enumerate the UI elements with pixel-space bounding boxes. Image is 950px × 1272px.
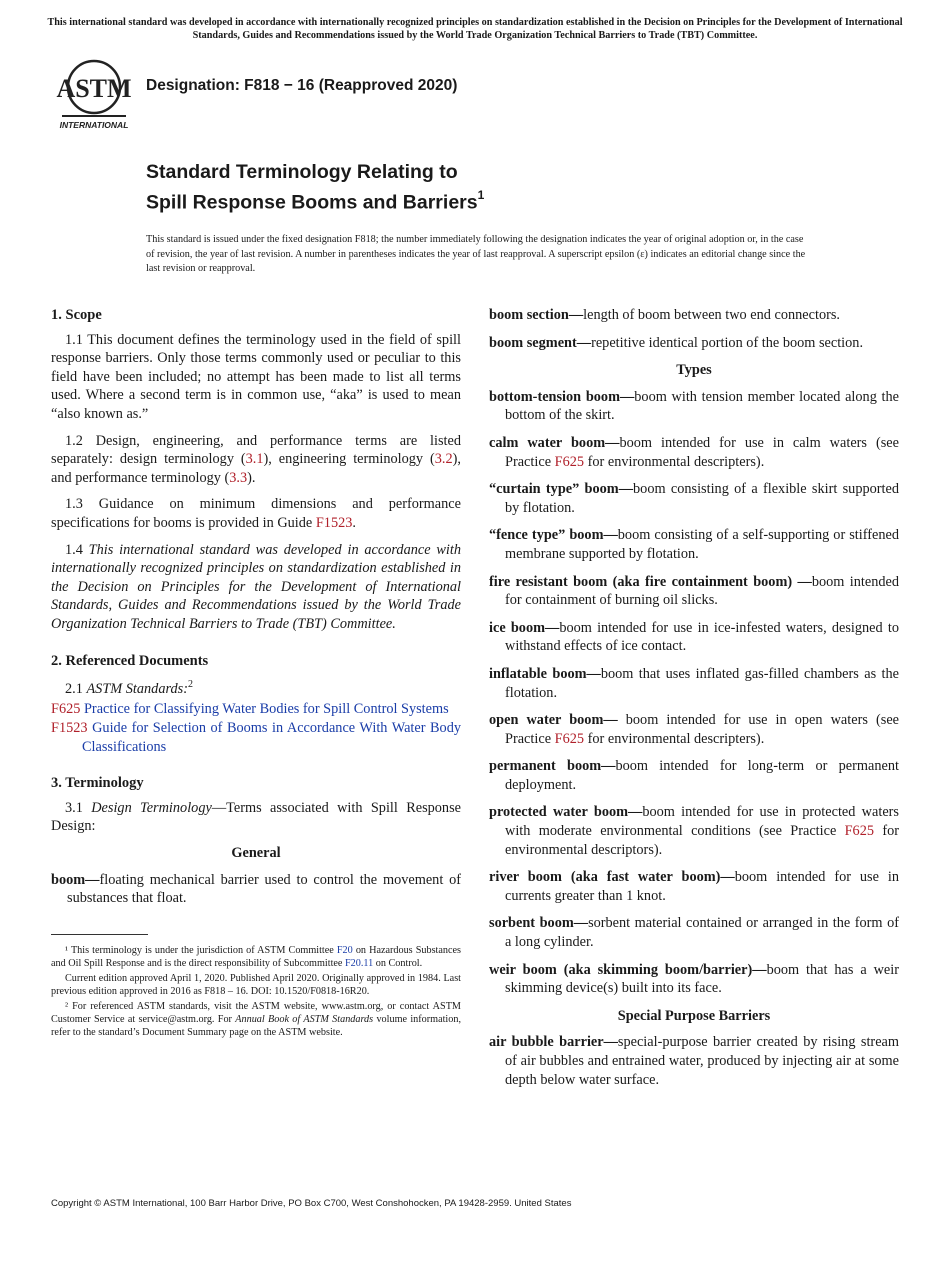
designation: Designation: F818 − 16 (Reapproved 2020) [146, 77, 458, 94]
design-terminology: 3.1 Design Terminology—Terms associated with Spill Response Design: [51, 799, 461, 835]
title-footnote-marker: 1 [477, 188, 485, 202]
term-type-6: inflatable boom—boom that uses inflated gas-filled chambers as the flotation. [489, 665, 899, 701]
link-3-1[interactable]: 3.1 [245, 451, 264, 468]
scope-1-2: 1.2 Design, engineering, and performance terms are listed separately: design terminology (3.1), engineering terminology (3.2), and performance terminology (3.3). [51, 432, 461, 486]
footnote-2: ² For referenced ASTM standards, visit the ASTM website, www.astm.org, or contact ASTM Customer Service at service@astm.org. For Annual Book of ASTM Standards volume information, refer to the standard’s Document Summary page on the ASTM website. [51, 1000, 461, 1038]
link-3-3[interactable]: 3.3 [229, 469, 248, 486]
page-title [146, 160, 484, 216]
footnote-rule [51, 934, 148, 935]
link-f20[interactable]: F20 [336, 944, 353, 956]
general-heading: General [231, 845, 281, 862]
referenced-heading: 2. Referenced Documents [51, 652, 209, 669]
top-notice: This international standard was developed in accordance with internationally recognized principles on standardization established in the Decision on Principles for the Development of International Standards, Guides and Recommendations issued by the World Trade Organization Technical Barriers to Trade (TBT) Committee. [47, 17, 903, 41]
link-f625[interactable]: F625 [554, 453, 585, 470]
link-3-2[interactable]: 3.2 [434, 451, 453, 468]
term-type-11: sorbent boom—sorbent material contained or arranged in the form of a long cylinder. [489, 915, 899, 951]
term-air-bubble-barrier: air bubble barrier—special-purpose barrier created by rising stream of air bubbles and entrained water, produced by injecting air at some depth below water surface. [489, 1034, 900, 1088]
link-f625[interactable]: F625 [844, 823, 875, 840]
ref-f625[interactable]: F625 Practice for Classifying Water Bodies for Spill Control Systems [51, 701, 449, 718]
link-f20-11[interactable]: F20.11 [345, 957, 374, 969]
footnote-edition: Current edition approved April 1, 2020. Published April 2020. Originally approved in 1984. Last previous edition approved in 2016 as F818 – 16. DOI: 10.1520/F0818-16R20. [51, 972, 461, 997]
terminology-heading: 3. Terminology [51, 775, 144, 792]
term-type-5: ice boom—boom intended for use in ice-infested waters, designed to withstand effects of ice contact. [489, 619, 899, 655]
term-type-9: protected water boom—boom intended for use in protected waters with moderate environmental conditions (see Practice F625 for environmental descriptors). [489, 804, 899, 858]
logo-wordmark: INTERNATIONAL [59, 120, 129, 130]
scope-heading: 1. Scope [51, 307, 102, 323]
right-column [489, 306, 899, 1098]
term-type-10: river boom (aka fast water boom)—boom intended for use in currents greater than 1 knot. [489, 869, 899, 904]
term-type-12: weir boom (aka skimming boom/barrier)—boom that has a weir skimming device(s) built into its face. [489, 961, 900, 997]
types-heading: Types [676, 362, 712, 379]
astm-logo [54, 57, 134, 131]
term-boom: boom—floating mechanical barrier used to control the movement of substances that float. [51, 871, 461, 907]
special-purpose-heading: Special Purpose Barriers [617, 1007, 771, 1024]
ref-f1523[interactable]: F1523 Guide for Selection of Booms in Accordance With Water Body Classifications [51, 720, 462, 755]
svg-text:ASTM: ASTM [56, 74, 132, 103]
term-type-4: fire resistant boom (aka fire containment boom) —boom intended for containment of burning oil slicks. [489, 573, 899, 609]
term-type-1: calm water boom—boom intended for use in calm waters (see Practice F625 for environmental descripters). [489, 434, 899, 470]
title-line-2: Spill Response Booms and Barriers [146, 191, 478, 214]
title-line-1: Standard Terminology Relating to [146, 161, 458, 183]
left-column [51, 306, 461, 1041]
term-type-8: permanent boom—boom intended for long-term or permanent deployment. [489, 758, 899, 793]
term-boom-segment: boom segment—repetitive identical portion of the boom section. [489, 334, 864, 351]
term-type-2: “curtain type” boom—boom consisting of a flexible skirt supported by flotation. [489, 481, 899, 516]
term-type-7: open water boom— boom intended for use in open waters (see Practice F625 for environmental descripters). [489, 712, 900, 747]
link-f625[interactable]: F625 [554, 730, 585, 747]
scope-1-4: 1.4 This international standard was developed in accordance with internationally recognized principles on standardization established in the Decision on Principles for the Development of International Standards, Guides and Recommendations issued by the World Trade Organization Technical Barriers to Trade (TBT) Committee. [51, 541, 461, 632]
term-type-0: bottom-tension boom—boom with tension member located along the bottom of the skirt. [489, 388, 900, 424]
types-list [489, 388, 899, 998]
term-boom-section: boom section—length of boom between two end connectors. [489, 307, 841, 323]
astm-standards-label: 2.1 ASTM Standards:$^2$ [65, 679, 193, 697]
scope-1-1: 1.1 This document defines the terminology used in the field of spill response barriers. Only those terms commonly used or peculiar to this field have been included; no attempt has been made to list all terms used. Where a second term is in common use, “aka” is used to mean “also known as.” [51, 331, 461, 422]
footnote-1: ¹ This terminology is under the jurisdiction of ASTM Committee F20 on Hazardous Substances and Oil Spill Response and is the direct responsibility of Subcommittee F20.11 on Control. [51, 944, 461, 969]
abstract: This standard is issued under the fixed designation F818; the number immediately following the designation indicates the year of original adoption or, in the case of revision, the year of last revision. A number in parentheses indicates the year of last reapproval. A superscript epsilon (ε) indicates an editorial change since the last revision or reapproval. [146, 234, 806, 274]
copyright: Copyright © ASTM International, 100 Barr Harbor Drive, PO Box C700, West Conshohocken, PA 19428-2959. United States [51, 1198, 572, 1209]
scope-1-3: 1.3 Guidance on minimum dimensions and performance specifications for booms is provided in Guide F1523. [51, 496, 461, 531]
link-f1523[interactable]: F1523 [315, 514, 353, 531]
term-type-3: “fence type” boom—boom consisting of a self-supporting or stiffened membrane supported by flotation. [489, 527, 900, 562]
